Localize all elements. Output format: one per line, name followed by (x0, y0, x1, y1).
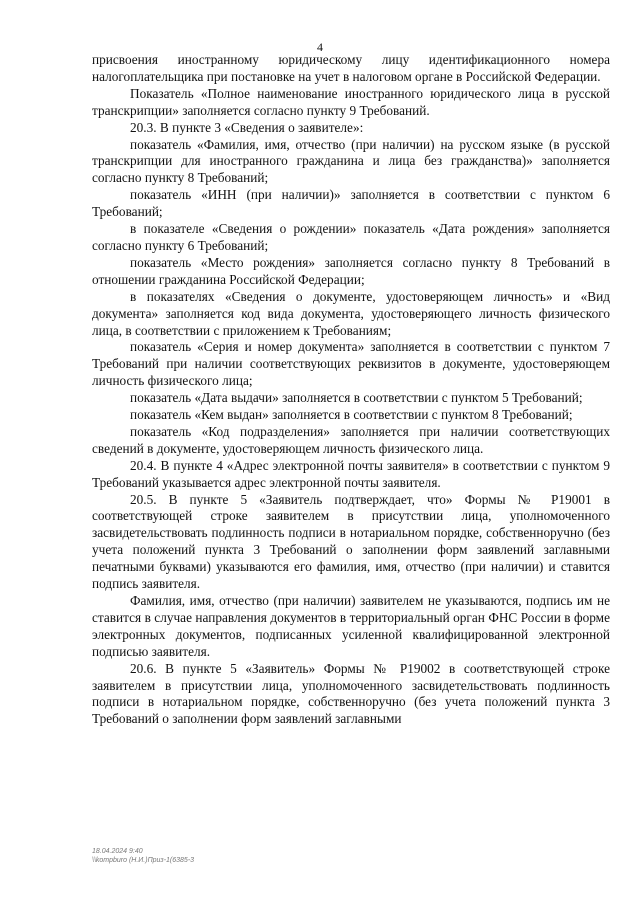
paragraph: 20.4. В пункте 4 «Адрес электронной почты заявителя» в соответствии с пунктом 9 Требований указывается адрес электронной почты заявителя. (92, 457, 610, 490)
footer-date: 18.04.2024 9:40 (92, 848, 143, 855)
page-number: 4 (317, 40, 323, 54)
paragraph: показатель «Код подразделения» заполняется при наличии соответствующих сведений в документе, удостоверяющем личность физического лица. (92, 423, 610, 456)
document-body (92, 52, 610, 728)
paragraph: показатель «ИНН (при наличии)» заполняется в соответствии с пунктом 6 Требований; (92, 187, 610, 220)
paragraph: Фамилия, имя, отчество (при наличии) заявителем не указываются, подпись им не ставится в случае направления документов в территориальный орган ФНС России в форме электронных документов, подписанных усиленной квалифицированной электронной подписью заявителя. (92, 593, 610, 659)
paragraph: показатель «Серия и номер документа» заполняется в соответствии с пунктом 7 Требований при наличии соответствующих реквизитов в документе, удостоверяющем личность физического лица; (92, 339, 610, 389)
paragraph: показатель «Фамилия, имя, отчество (при наличии) на русском языке (в русской транскрипции для иностранного гражданина и лица без гражданства)» заполняется согласно пункту 8 Требований; (92, 136, 610, 186)
paragraph: 20.5. В пункте 5 «Заявитель подтверждает, что» Формы № Р19001 в соответствующей строке заявителем в присутствии лица, уполномоченного засвидетельствовать подлинность подписи в нотариальном порядке, собственноручно (без учета положений пункта 3 Требований о заполнении форм заявлений заглавными печатными буквами) указываются его фамилия, имя, отчество (при наличии) и ставится подпись заявителя. (92, 491, 610, 592)
paragraph: 20.3. В пункте 3 «Сведения о заявителе»: (130, 119, 364, 135)
footer-file-path: \\kompburo (Н.И.)Приз-1(6385-3 (92, 857, 195, 864)
paragraph: показатель «Кем выдан» заполняется в соответствии с пунктом 8 Требований; (130, 407, 573, 423)
paragraph: показатель «Дата выдачи» заполняется в соответствии с пунктом 5 Требований; (130, 390, 583, 406)
paragraph: показатель «Место рождения» заполняется согласно пункту 8 Требований в отношении гражданина Российской Федерации; (92, 254, 610, 287)
paragraph: в показателе «Сведения о рождении» показатель «Дата рождения» заполняется согласно пункту 6 Требований; (92, 221, 610, 253)
paragraph: присвоения иностранному юридическому лицу идентификационного номера налогоплательщика при постановке на учет в налоговом органе в Российской Федерации. (92, 52, 610, 84)
paragraph: Показатель «Полное наименование иностранного юридического лица в русской транскрипции» заполняется согласно пункту 9 Требований. (92, 85, 610, 118)
print-footer (92, 847, 194, 865)
paragraph: в показателях «Сведения о документе, удостоверяющем личность» и «Вид документа» заполняется код вида документа, удостоверяющего личность физического лица, в соответствии с приложением к Требованиям; (92, 288, 610, 338)
paragraph: 20.6. В пункте 5 «Заявитель» Формы № Р19002 в соответствующей строке заявителем в присутствии лица, уполномоченного засвидетельствовать подлинность подписи в нотариальном порядке, собственноручно (без учета положений пункта 3 Требований о заполнении форм заявлений заглавными (92, 660, 610, 727)
